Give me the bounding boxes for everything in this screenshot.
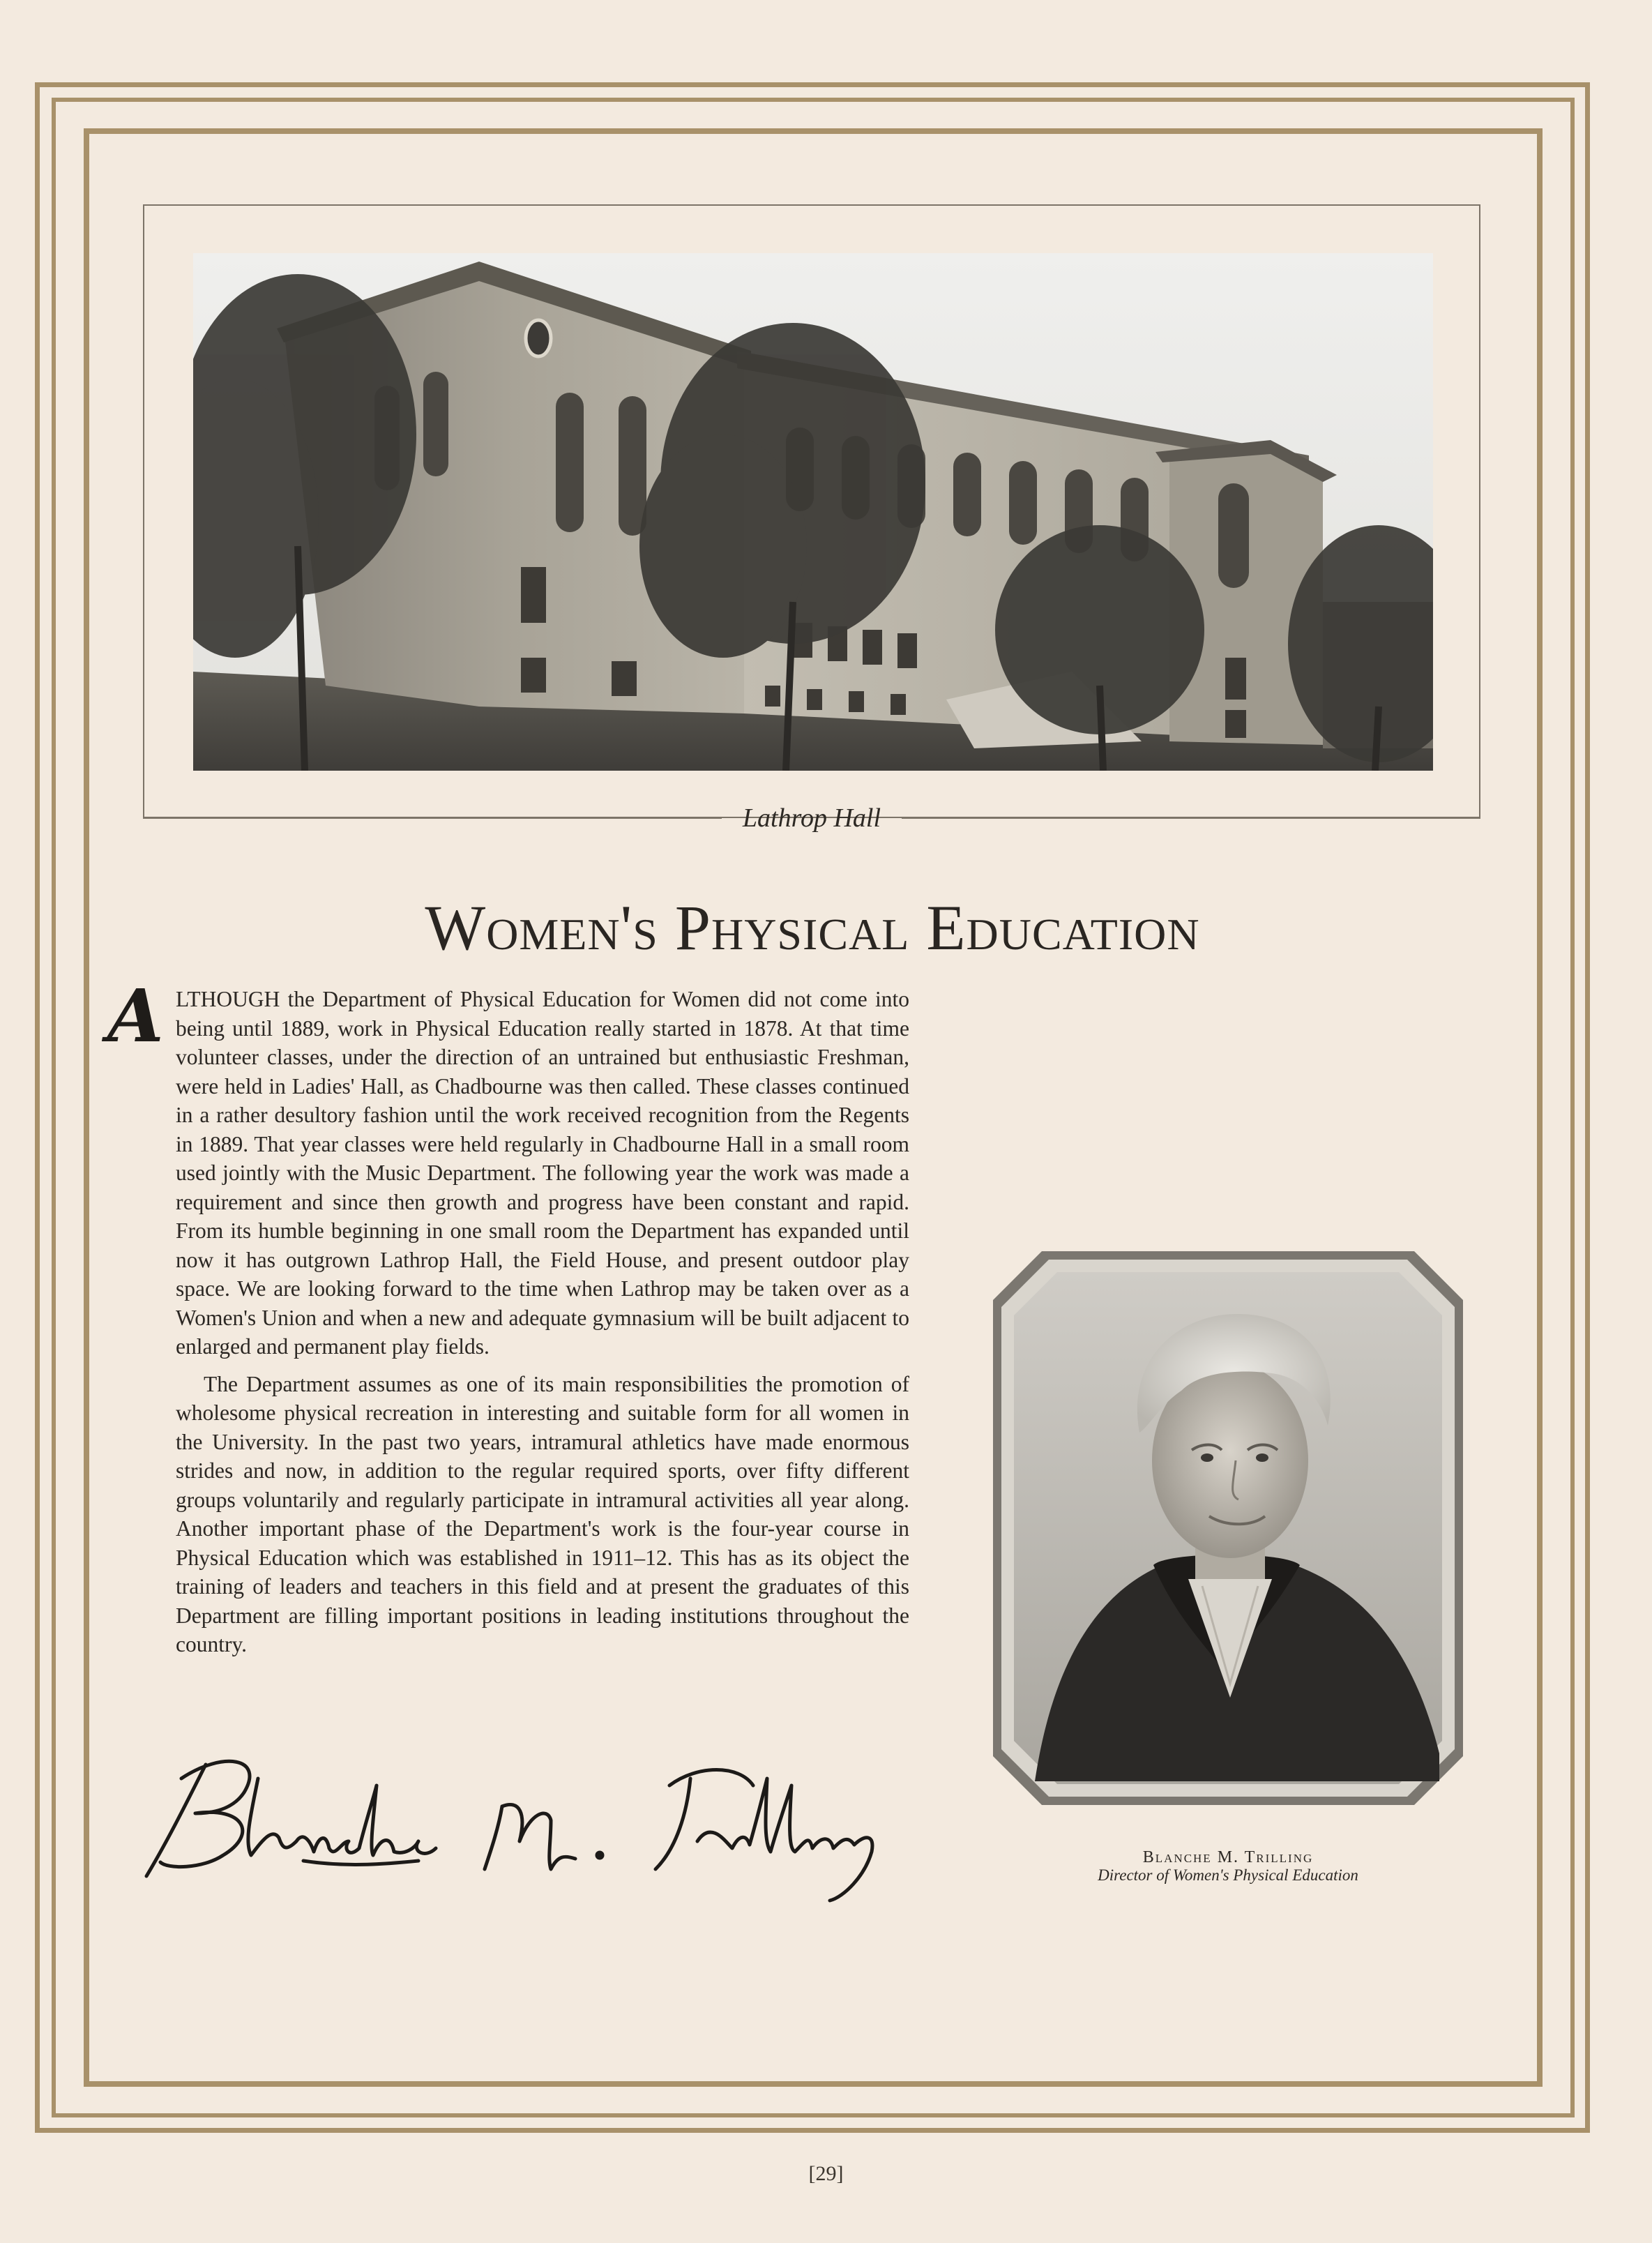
portrait-name: Blanche M. Trilling	[1142, 1848, 1314, 1866]
lathrop-hall-photo	[193, 253, 1433, 771]
page-title: Women's Physical Education	[425, 892, 1200, 963]
caption-rule-right	[902, 817, 1480, 819]
article-body	[107, 973, 909, 1659]
photo-caption-row	[143, 802, 1480, 834]
photo-caption: Lathrop Hall	[742, 803, 881, 833]
article-paragraph-2: The Department assumes as one of its main responsibilities the promotion of wholesome physical recreation in interesting and suitable form for all women in the University. In the past two years, intramural athletics have made enormous strides and now, in addition to the regular required sports, over fifty different groups voluntarily and regularly participate in intramural activities all year along. Another important phase of the Department's work is the four-year course in Physical Education which was established in 1911–12. This has as its object the training of leaders and teachers in this field and at present the graduates of this Department are filling important positions in leading institutions throughout the country.	[176, 1371, 909, 1656]
portrait-role: Director of Women's Physical Education	[1098, 1866, 1358, 1884]
drop-cap: A	[107, 973, 164, 1059]
article-paragraph-1	[107, 973, 909, 1361]
photo-panel	[143, 204, 1480, 818]
portrait-frame	[993, 1251, 1463, 1805]
page-number: [29]	[808, 2162, 844, 2185]
paragraph-1-text: LTHOUGH the Department of Physical Education for Women did not come into being until 1889, work in Physical Education really started in 1878. At that time volunteer classes, under the direction of an untrained but enthusiastic Freshman, were held in Ladies' Hall, as Chadbourne was then called. These classes continued in a rather desultory fashion until the work received recognition from the Regents in 1889. That year classes were held regularly in Chadbourne Hall in a small room used jointly with the Music Department. The following year the work was made a requirement and since then growth and progress have been constant and rapid. From its humble beginning in one small room the Department has expanded until now it has outgrown Lathrop Hall, the Field House, and present outdoor play space. We are looking forward to the time when Lathrop may be taken over as a Women's Union and when a new and adequate gymnasium will be built adjacent to enlarged and permanent play fields.	[176, 987, 909, 1359]
portrait-caption	[993, 1848, 1463, 1885]
caption-rule-left	[143, 817, 722, 819]
handwritten-signature	[139, 1737, 976, 1904]
